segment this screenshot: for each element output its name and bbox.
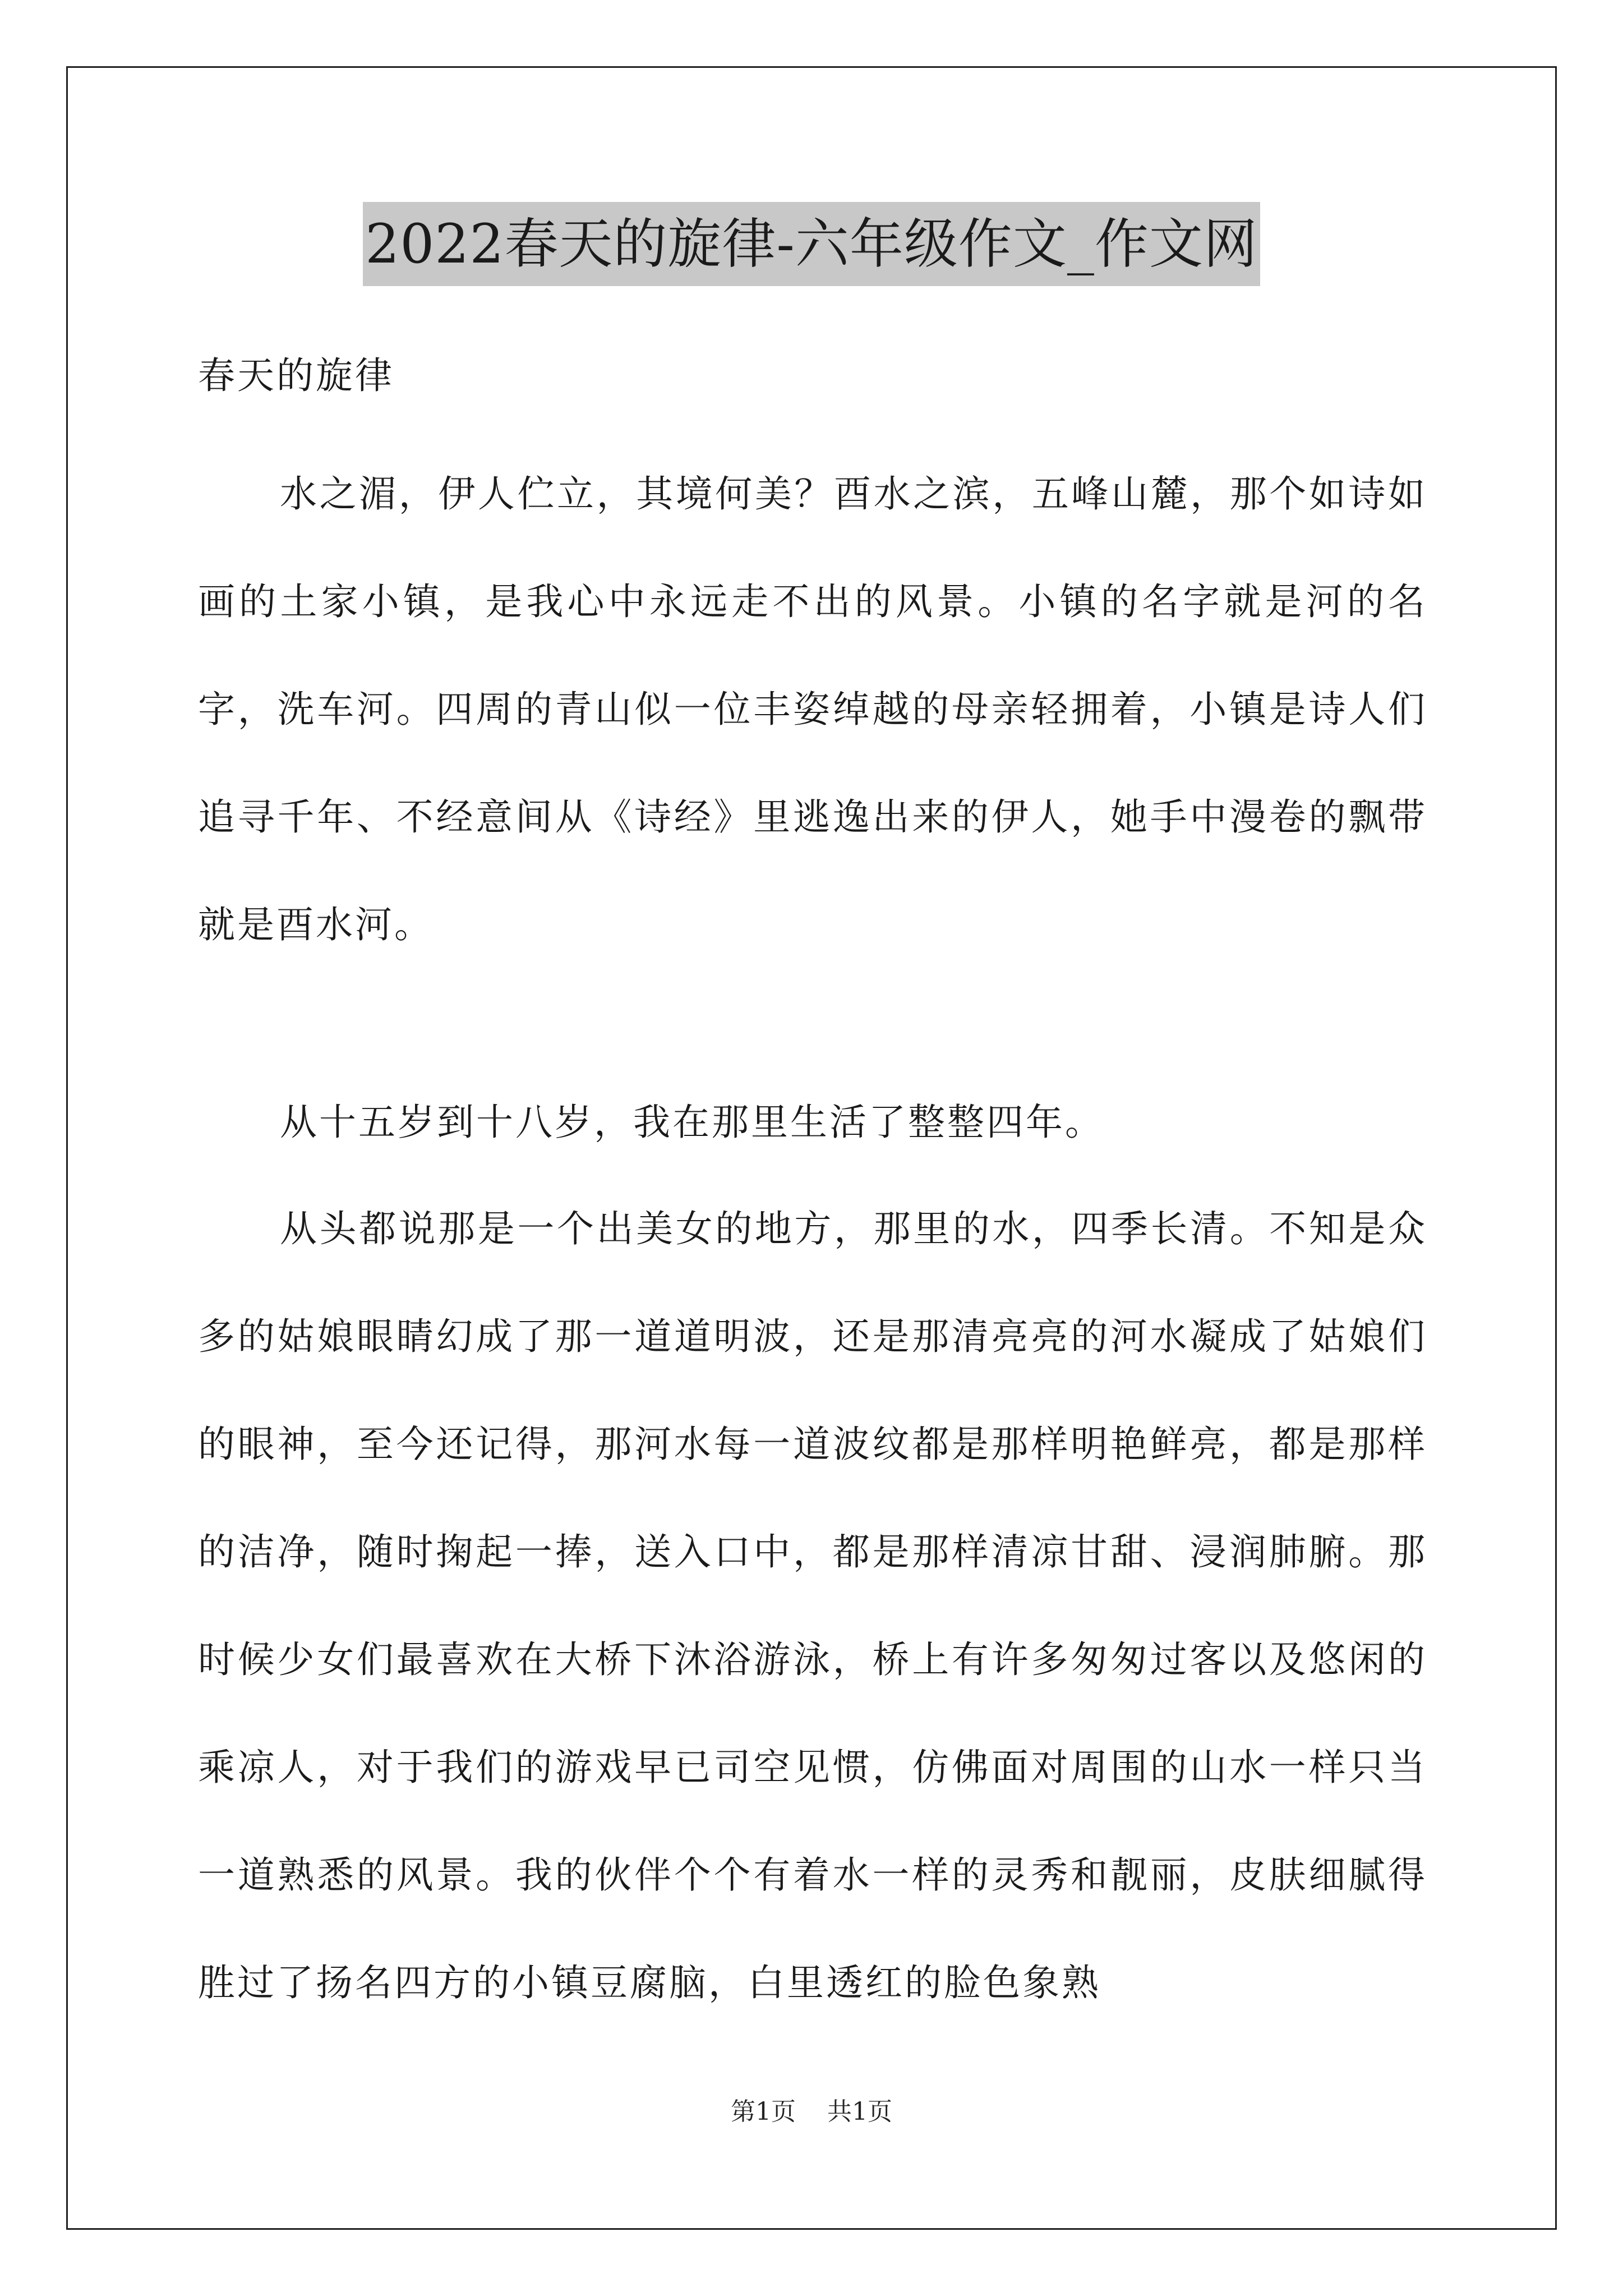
paragraph-3: 从头都说那是一个出美女的地方，那里的水，四季长清。不知是众多的姑娘眼睛幻成了那一道道明波，还是那清亮亮的河水凝成了姑娘们的眼神，至今还记得，那河水每一道波纹都是那样明艳鲜亮，都是那样的洁净，随时掬起一捧，送入口中，都是那样清凉甘甜、浸润肺腑。那时候少女们最喜欢在大桥下沐浴游泳，桥上有许多匆匆过客以及悠闲的乘凉人，对于我们的游戏早已司空见惯，仿佛面对周围的山水一样只当一道熟悉的风景。我的伙伴个个有着水一样的灵秀和靓丽，皮肤细腻得胜过了扬名四方的小镇豆腐脑，白里透红的脸色象熟 [198,1207,1427,2004]
paragraph-2: 从十五岁到十八岁，我在那里生活了整整四年。 [280,1101,1104,1144]
document-title: 2022春天的旋律-六年级作文_作文网 [363,202,1260,286]
paragraph-1: 水之湄，伊人伫立，其境何美？酉水之滨，五峰山麓，那个如诗如画的土家小镇，是我心中永远走不出的风景。小镇的名字就是河的名字，洗车河。四周的青山似一位丰姿绰越的母亲轻拥着，小镇是诗人们追寻千年、不经意间从《诗经》里逃逸出来的伊人，她手中漫卷的飘带就是酉水河。 [198,472,1427,946]
title-container [0,202,1623,286]
page-number-total: 共1页 [827,2097,892,2126]
page-footer [0,2095,1623,2129]
page-number-current: 第1页 [731,2097,796,2126]
essay-subtitle: 春天的旋律 [198,354,394,397]
